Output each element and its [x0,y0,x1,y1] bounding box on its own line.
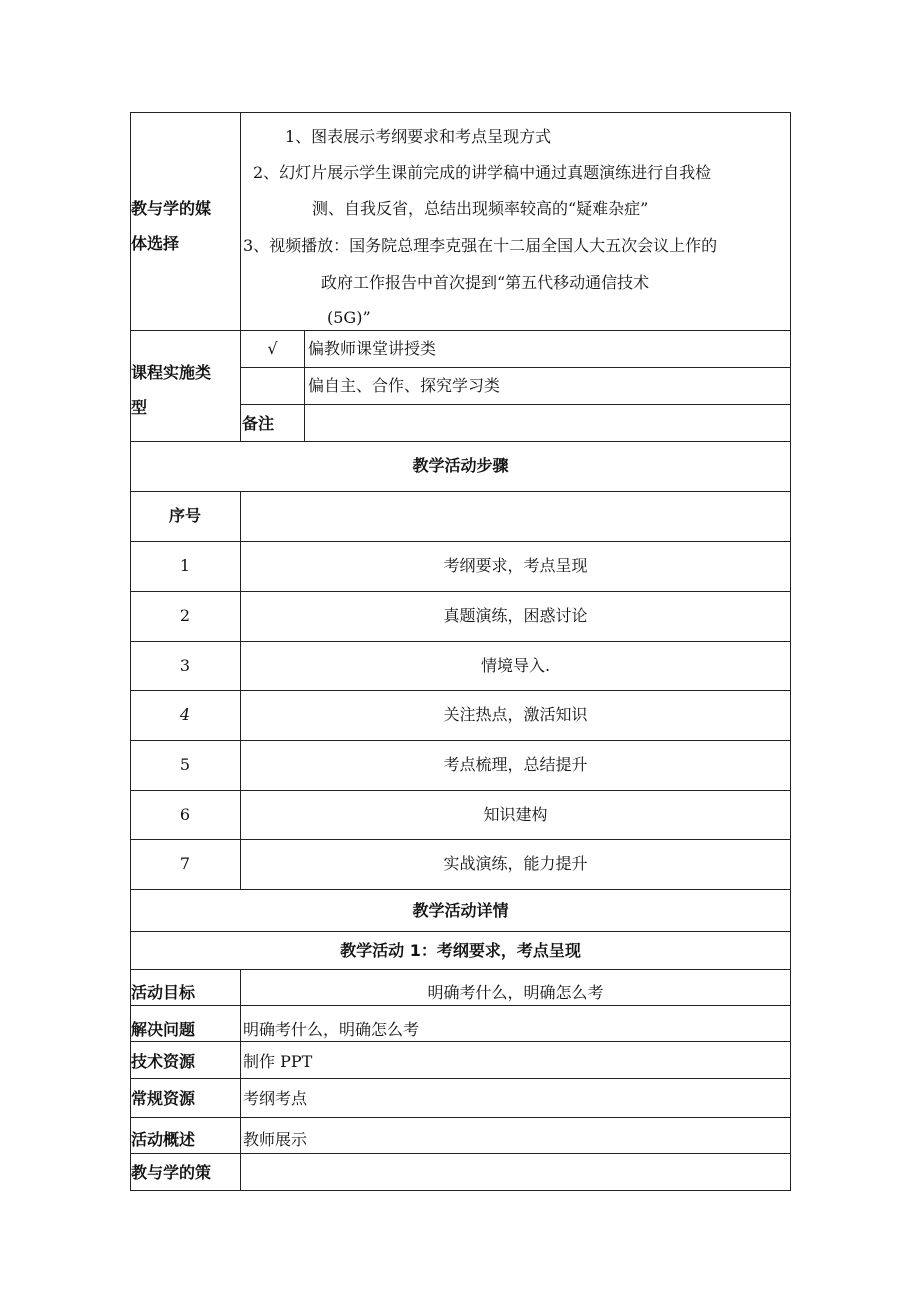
details-heading: 教学活动详情 [412,901,509,920]
detail-label-resources: 常规资源 [131,1089,196,1108]
media-line-2: 2、幻灯片展示学生课前完成的讲学稿中通过真题演练进行自我检 [253,163,712,182]
detail-value-resources: 考纲考点 [243,1089,308,1108]
media-line-6: (5G)” [327,308,371,327]
column-divider [240,112,241,441]
step-no: 6 [179,805,191,824]
detail-value-problem: 明确考什么，明确怎么考 [243,1020,420,1039]
step-no: 4 [179,705,191,724]
row-divider [130,641,791,642]
row-divider [130,491,791,492]
media-line-1: 1、图表展示考纲要求和考点呈现方式 [285,127,552,146]
detail-label-overview: 活动概述 [131,1130,196,1149]
media-line-5: 政府工作报告中首次提到“第五代移动通信技术 [321,273,650,292]
row-divider [130,1005,791,1006]
course-type-label-line2: 型 [131,398,148,417]
check-mark: √ [267,339,278,358]
column-divider [304,330,305,441]
media-label-line2: 体选择 [131,234,180,253]
row-divider [130,591,791,592]
row-divider [240,367,791,368]
step-text: 真题演练，困惑讨论 [443,606,588,625]
row-divider [130,330,791,331]
row-divider [130,969,791,970]
steps-heading: 教学活动步骤 [412,456,509,475]
row-divider [130,441,791,442]
seq-header: 序号 [168,506,201,525]
step-text: 实战演练，能力提升 [443,854,588,873]
table-border [130,1190,791,1191]
row-divider [130,931,791,932]
row-divider [130,1041,791,1042]
media-line-3: 测、自我反省，总结出现频率较高的“疑难杂症” [312,199,649,218]
course-type-option-lecture: 偏教师课堂讲授类 [308,339,437,358]
step-no: 1 [179,556,191,575]
row-divider [130,839,791,840]
step-no: 3 [179,656,191,675]
course-type-option-inquiry: 偏自主、合作、探究学习类 [308,376,501,395]
media-label-line1: 教与学的媒 [131,199,212,218]
step-text: 知识建构 [483,805,548,824]
step-no: 2 [179,606,191,625]
detail-label-goal: 活动目标 [131,983,196,1002]
step-text: 考纲要求，考点呈现 [443,556,588,575]
step-no: 7 [179,854,191,873]
detail-value-goal: 明确考什么，明确怎么考 [427,983,604,1002]
detail-value-overview: 教师展示 [243,1130,308,1149]
step-text: 考点梳理，总结提升 [443,755,588,774]
row-divider [130,541,791,542]
table-border [130,112,791,113]
row-divider [130,1153,791,1154]
media-line-4: 3、视频播放：国务院总理李克强在十二届全国人大五次会议上作的 [243,236,718,255]
row-divider [130,790,791,791]
row-divider [130,740,791,741]
activity-title: 教学活动 1：考纲要求，考点呈现 [340,941,581,960]
step-text: 情境导入. [480,656,551,675]
column-divider [240,491,241,889]
row-divider [130,690,791,691]
detail-value-tech: 制作 PPT [243,1052,313,1071]
step-no: 5 [179,755,191,774]
detail-label-problem: 解决问题 [131,1020,196,1039]
row-divider [130,1117,791,1118]
row-divider [240,404,791,405]
row-divider [130,889,791,890]
detail-label-tech: 技术资源 [131,1052,196,1071]
detail-label-strategy: 教与学的策 [131,1163,212,1182]
remark-label: 备注 [242,414,275,433]
step-text: 关注热点，激活知识 [443,705,588,724]
table-border [790,112,791,1190]
row-divider [130,1078,791,1079]
course-type-label-line1: 课程实施类 [131,363,212,382]
